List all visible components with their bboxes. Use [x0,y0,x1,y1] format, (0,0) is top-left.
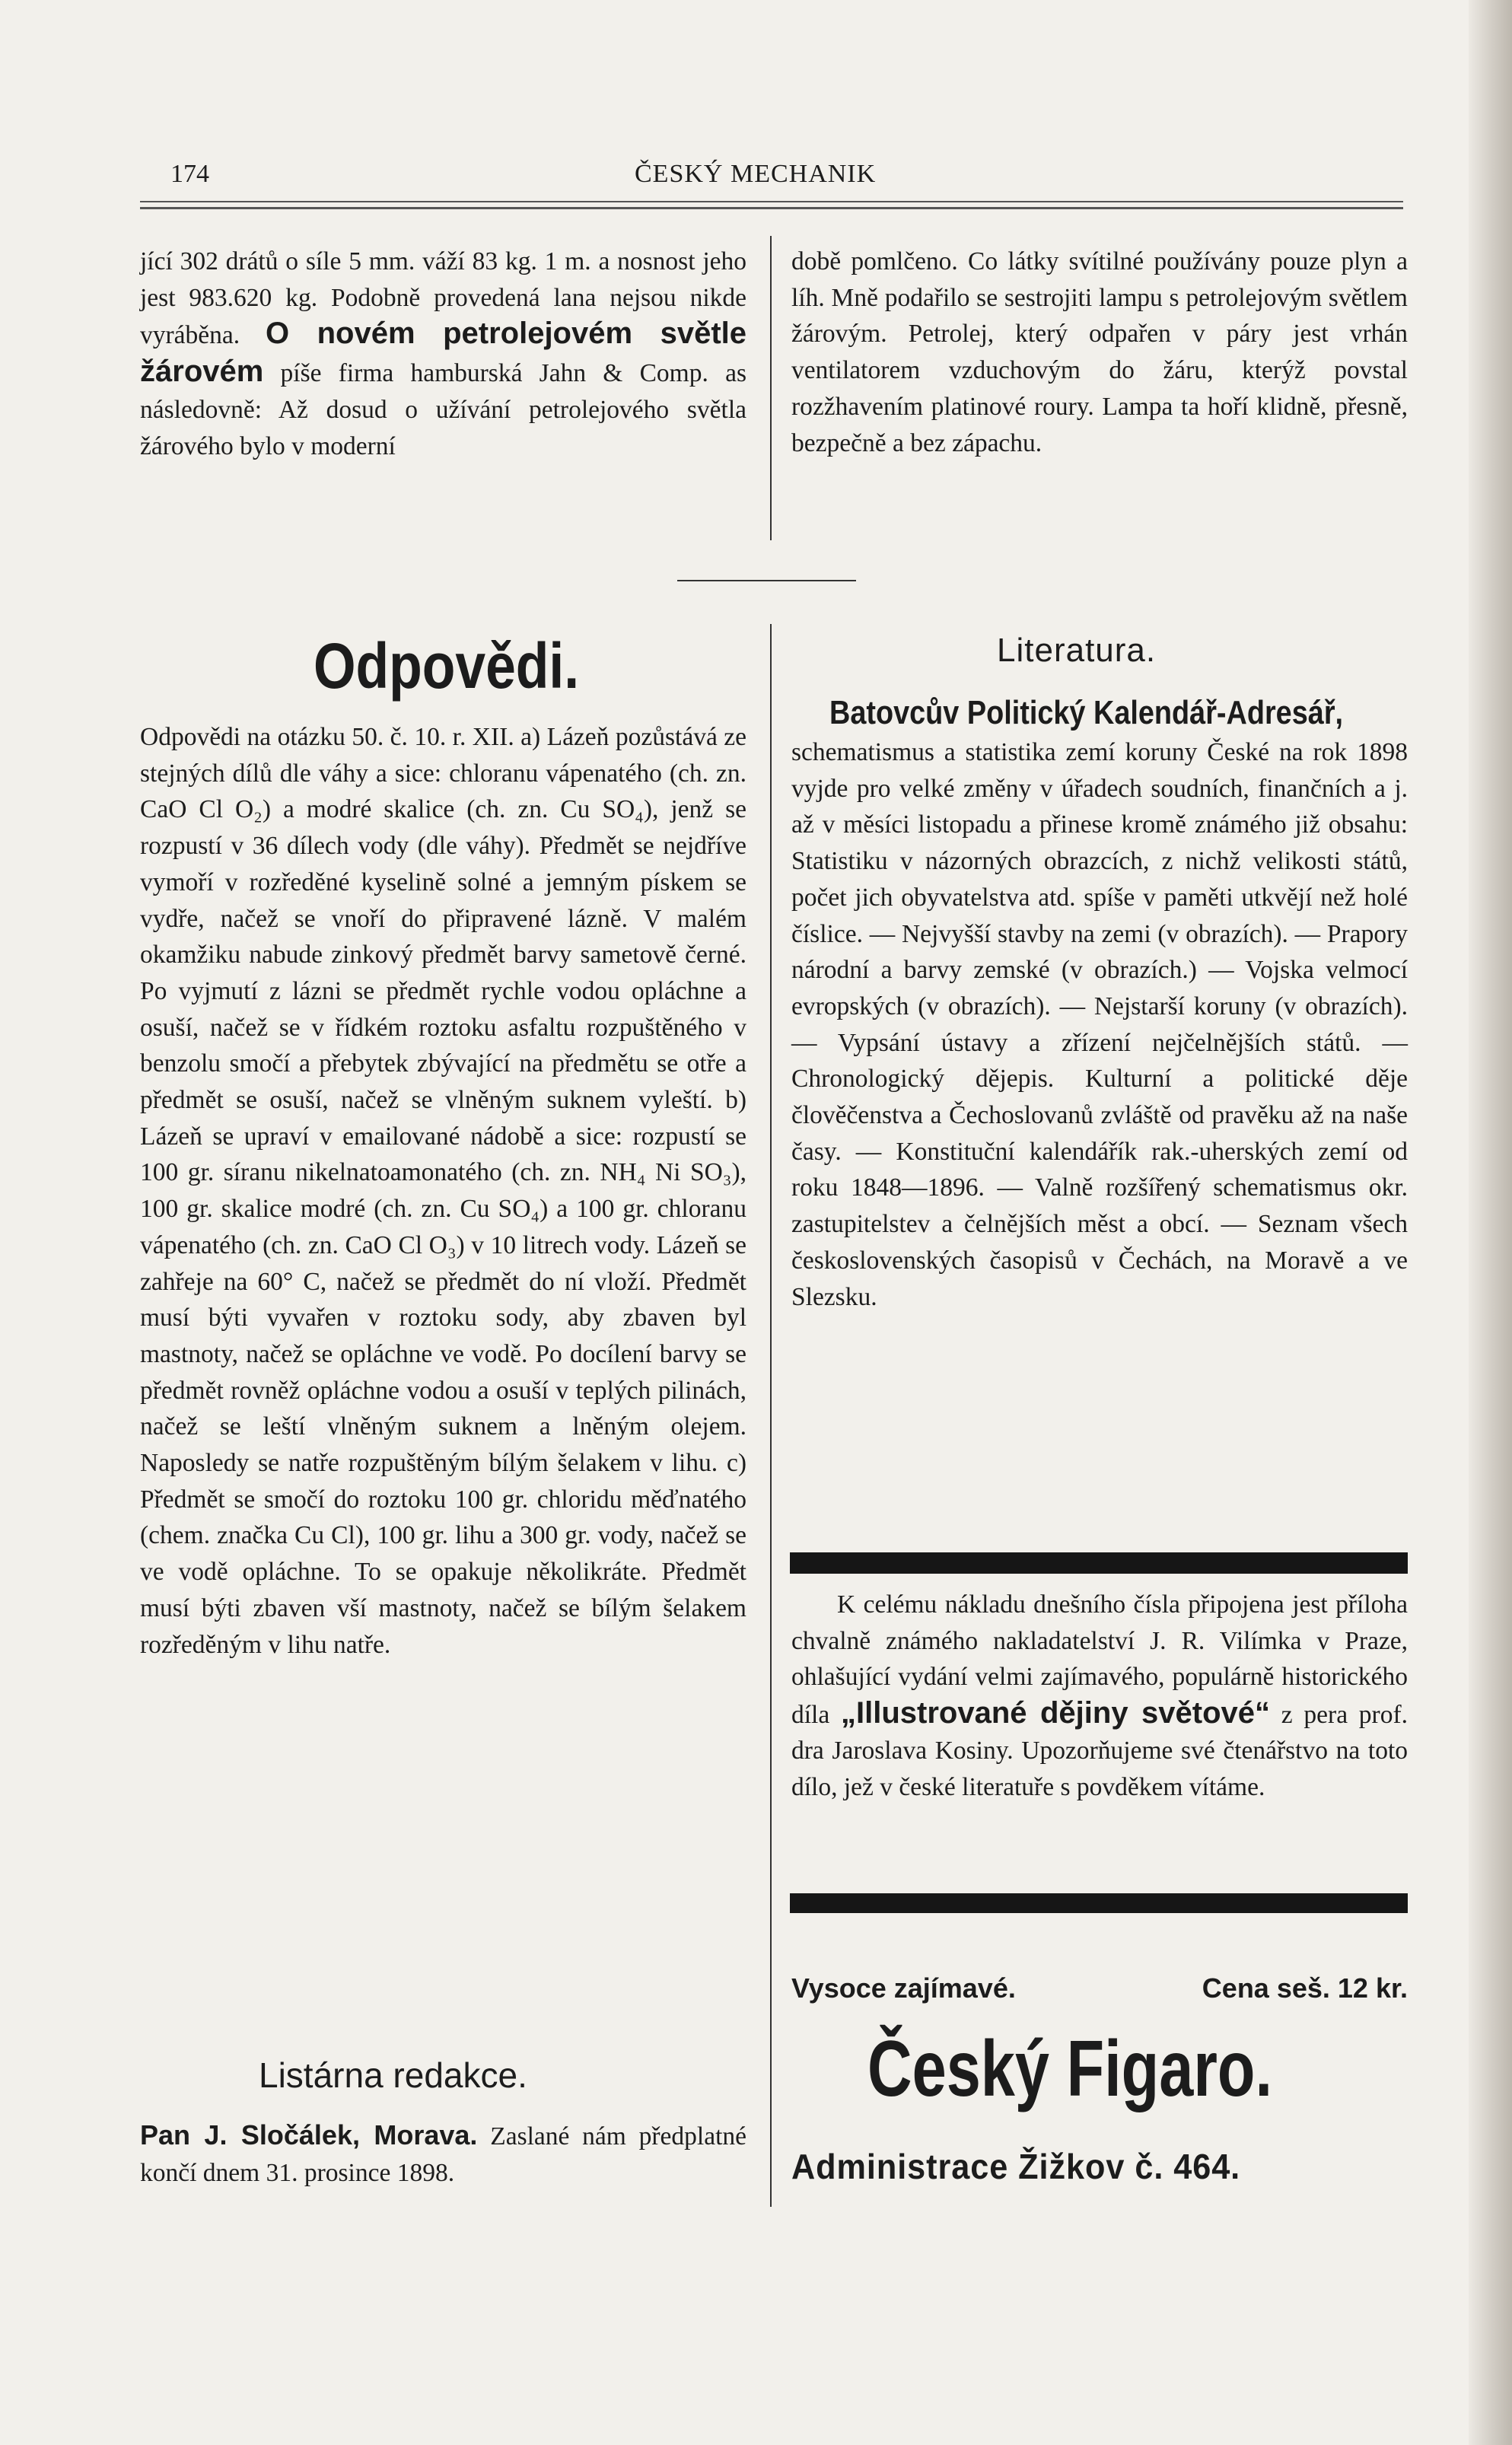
article-continuation: době pomlčeno. Co látky svítilné používány pouze plyn a líh. Mně podařilo se sestrojiti lampu s petrolejovým světlem žárovým. Petrolej, který odpařen v páry jest vrhán ventilatorem vzduchovým do žáru, kterýž povstal rozžhavením platinové roury. Lampa ta hoří klidně, přesně, bezpečně a bez zápachu. [791,247,1408,457]
article-title: O novém petrolejovém světle žárovém [140,317,747,389]
odpovedi-body [140,719,746,1663]
advert-title: Český Figaro. [867,2025,1272,2113]
header-rule-thin [140,201,1403,202]
section-separator [677,580,856,581]
advert-tagline: Vysoce zajímavé. [791,1972,1016,2004]
page-header [140,152,1403,198]
literatura-title: Batovcův Politický Kalendář-Adresář, [829,694,1344,731]
page-number: 174 [170,160,209,188]
notice-post: z pera prof. dra Jaroslava Kosiny. Upozorňujeme své čtenářstvo na toto dílo, jež v české literatuře s povděkem vítáme. [791,1700,1408,1801]
notice-pre: K celému nákladu dnešního čísla připojena jest příloha chvalně známého nakladatelství J. R. Vilímka v Praze, ohlašující vydání velmi zajímavého, populárně historického díla [791,1590,1408,1729]
supplement-notice [791,1587,1408,1805]
article-body: píše firma hamburská Jahn & Comp. as následovně: Až dosud o užívání petrolejového světla žárového bylo v moderní [140,359,746,460]
listarna-body [140,2117,746,2192]
article-petroleum-right [791,244,1408,461]
heavy-rule-2 [790,1893,1408,1913]
literatura-body [791,734,1408,1315]
odpovedi-heading: Odpovědi. [314,630,580,702]
listarna-text: Zaslané nám předplatné končí dnem 31. prosince 1898. [140,2122,747,2187]
running-title: ČESKÝ MECHANIK [635,160,877,188]
binding-shadow [1469,0,1512,2445]
continuation-text: jící 302 drátů o síle 5 mm. váží 83 kg. 1 m. a nosnost jeho jest 983.620 kg. Podobně provedená lana nejsou nikde vyráběna. [140,247,746,350]
header-rule-thick [140,207,1403,209]
heavy-rule [790,1552,1408,1574]
listarna-heading: Listárna redakce. [259,2055,527,2095]
column-divider-main [770,624,772,2207]
advert-address: Administrace Žižkov č. 464. [791,2147,1241,2186]
article-petroleum-left [140,244,746,464]
literatura-text: schematismus a statistika zemí koruny České na rok 1898 vyjde pro velké změny v úřadech soudních, finančních a j. až v měsíci listopadu a přinese kromě známého již obsahu: Statistiku v názorných obrazcích, z nichž velikosti států, počet jich obyvatelstva atd. spíše v paměti utkvějí než holé číslice. — Nejvyšší stavby na zemi (v obrazích). — Prapory národní a barvy zemské (v obrazích.) — Vojska velmocí evropských (v obrazích). — Nejstarší koruny (v obrazích). — Vypsání ústavy a zřízení nejčelnějších států. — Chronologický dějepis. Kulturní a politické děje člověčenstva a Čechoslovanů zvláště od pravěku až na naše časy. — Konstituční kalendářík rak.-uherských zemí od roku 1848—1896. — Valně rozšířený schematismus okr. zastupitelstev a čelnějších měst a obcí. — Seznam všech československých časopisů v Čechách, na Moravě a ve Slezsku. [791,738,1408,1311]
column-divider-top [770,236,772,540]
notice-title: „Illustrované dějiny světové“ [840,1695,1271,1730]
advert-price: Cena seš. 12 kr. [1202,1972,1408,2004]
listarna-name: Pan J. Sločálek, Morava. [140,2119,478,2151]
literatura-heading: Literatura. [997,632,1157,669]
odpovedi-text: Odpovědi na otázku 50. č. 10. r. XII. a) Lázeň pozůstává ze stejných dílů dle váhy a sice: chloranu vápenatého (ch. zn. CaO Cl O₂) a modré skalice (ch. zn. Cu SO₄), jenž se rozpustí v 36 dílech vody (dle váhy). Předmět se nejdříve vymoří v rozředěné kyselině solné a jemným pískem se vydře, načež se vnoří do připravené lázně. V malém okamžiku nabude zinkový předmět barvy sametově černé. Po vyjmutí z lázni se předmět rychle vodou opláchne a osuší, načež se v řídkém roztoku asfaltu rozpuštěného v benzolu smočí a přebytek zbývající na předmětu se otře a předmět se osuší, načež se vlněným suknem vyleští. b) Lázeň se upraví v emailované nádobě a sice: rozpustí se 100 gr. síranu nikelnatoamonatého (ch. zn. NH₄ Ni SO₃), 100 gr. skalice modré (ch. zn. Cu SO₄) a 100 gr. chloranu vápenatého (ch. zn. CaO Cl O₃) v 10 litrech vody. Lázeň se zahřeje na 60° C, načež se předmět do ní vloží. Předmět musí býti vyvařen v roztoku sody, aby zbaven byl mastnoty, načež se opláchne ve vodě. Po docílení barvy se předmět rovněž opláchne vodou a osuší v teplých pilinách, načež se leští vlněným suknem a lněným olejem. Naposledy se natře rozpuštěným bílým šelakem v lihu. c) Předmět se smočí do roztoku 100 gr. chloridu měďnatého (chem. značka Cu Cl), 100 gr. lihu a 300 gr. vody, načež se ve vodě opláchne. To se opakuje několikráte. Předmět musí býti zbaven vší mastnoty, načež se bílým šelakem rozředěným v lihu natře. [140,723,746,1659]
advert-topline [791,1972,1408,2010]
